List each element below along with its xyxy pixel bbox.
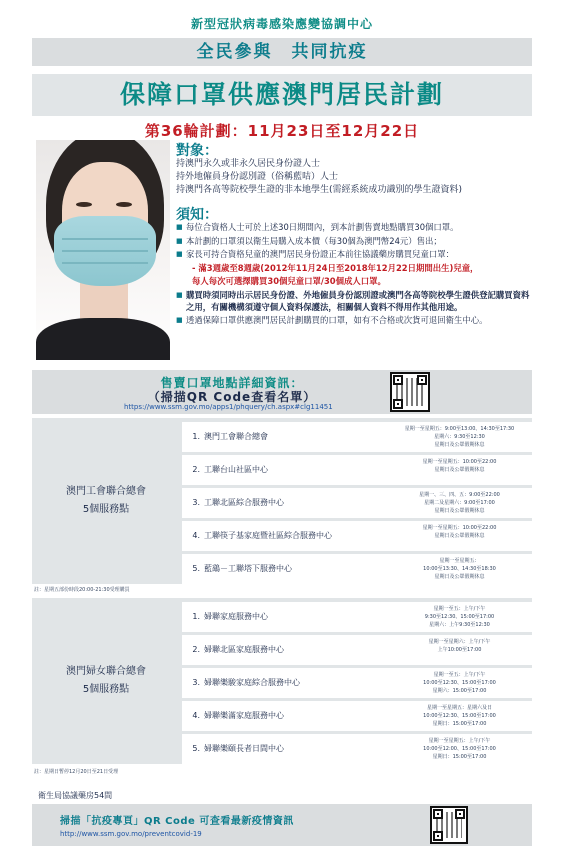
item-hours: 星期一至星期五：10:00至22:00 星期日及公眾假期休息 bbox=[422, 459, 497, 473]
shoulder-shape bbox=[36, 318, 170, 360]
outlets-link[interactable]: https://www.ssm.gov.mo/apps1/phquery/ch.aspx#clg11451 bbox=[124, 403, 333, 411]
group-footnote: 註：星期日暫停12月20日至21日受理 bbox=[34, 769, 119, 775]
notice-item: ■ 本計劃的口罩須以衛生局購入成本價（每30個為澳門幣24元）售出； bbox=[176, 236, 532, 248]
item-name: 婦聯樂滿家庭服務中心 bbox=[204, 711, 284, 720]
notice-list bbox=[176, 222, 532, 329]
target-line: 持外地僱員身份認別證（俗稱藍咭）人士 bbox=[176, 172, 339, 182]
group-title: 澳門工會聯合總會 bbox=[66, 486, 146, 497]
group-footnote: 註：星期五部份時段20:00-21:30受理購買 bbox=[34, 587, 130, 593]
item-name: 工聯筷子基家庭暨社區綜合服務中心 bbox=[204, 531, 332, 540]
surgical-mask-icon bbox=[54, 216, 156, 286]
notice-item: ■ 購買時須同時出示居民身份證、外地僱員身份認別證或澳門各高等院校學生證供登記購買資料之用，有關機構須遵守個人資料保護法，相關個人資料不得用作其他用途。 bbox=[176, 290, 532, 313]
item-hours: 星期一、三、四、五：9:00至22:00 星期二及星期六：9:00至17:00 星期日及公眾假期休息 bbox=[419, 492, 500, 514]
item-name: 澳門工會聯合總會 bbox=[204, 432, 268, 441]
item-hours: 星期一至星期五：上午/下午 10:00至12:00、15:00至17:00 星期日：15:00至17:00 bbox=[423, 738, 496, 760]
notice-subitem: 每人每次可選擇購買30個兒童口罩/30個成人口罩。 bbox=[192, 276, 386, 287]
notice-item: ■ 透過保障口罩供應澳門居民計劃購買的口罩，如有不合格或次貨可退回衛生中心。 bbox=[176, 315, 532, 327]
poster bbox=[32, 8, 532, 846]
target-heading: 對象： bbox=[176, 143, 218, 159]
item-name: 婦聯樂駿家庭綜合服務中心 bbox=[204, 678, 300, 687]
item-index: 1. bbox=[192, 612, 200, 621]
item-name: 婦聯北區家庭服務中心 bbox=[204, 645, 284, 654]
list-item bbox=[182, 455, 532, 485]
page-title: 保障口罩供應澳門居民計劃 bbox=[32, 74, 532, 116]
footer-banner bbox=[32, 804, 532, 846]
list-item bbox=[182, 701, 532, 731]
item-index: 5. bbox=[192, 564, 200, 573]
masked-woman-photo bbox=[36, 140, 170, 360]
list-item bbox=[182, 635, 532, 665]
item-index: 3. bbox=[192, 498, 200, 507]
item-hours: 星期一至星期五： 10:00至13:30、14:30至18:30 星期日及公眾假期休息 bbox=[423, 558, 496, 580]
list-item bbox=[182, 668, 532, 698]
list-item bbox=[182, 554, 532, 584]
left-eye bbox=[76, 202, 92, 207]
group-name bbox=[32, 418, 180, 584]
item-hours: 星期一至星期五：9:00至13:00、14:30至17:30 星期六：9:30至12:30 星期日及公眾假期休息 bbox=[404, 426, 515, 448]
item-name: 藍鷂－工聯塔下服務中心 bbox=[204, 564, 292, 573]
item-index: 5. bbox=[192, 744, 200, 753]
item-name: 婦聯家庭服務中心 bbox=[204, 612, 268, 621]
item-name: 工聯北區綜合服務中心 bbox=[204, 498, 284, 507]
item-index: 4. bbox=[192, 711, 200, 720]
item-hours: 星期一至五：上午/下午 9:30至12:30、15:00至17:00 星期六：上午9:30至12:30 bbox=[424, 606, 495, 628]
item-hours: 星期一至星期五：10:00至22:00 星期日及公眾假期休息 bbox=[422, 525, 497, 539]
group-title: 澳門婦女聯合總會 bbox=[66, 666, 146, 677]
item-name: 工聯台山社區中心 bbox=[204, 465, 268, 474]
item-hours: 星期一至五：上午/下午 10:00至12:30、15:00至17:00 星期六：15:00至17:00 bbox=[423, 672, 496, 694]
item-hours: 星期一至星期六：上午/下午 上午10:00至17:00 bbox=[428, 639, 491, 653]
item-index: 4. bbox=[192, 531, 200, 540]
target-line: 持澳門永久或非永久居民身份證人士 bbox=[176, 159, 321, 169]
round-dates: 第36輪計劃：11月23日至12月22日 bbox=[144, 122, 420, 140]
outlets-title: 售賣口罩地點詳細資訊： bbox=[160, 376, 304, 390]
notice-subitem: - 滿3週歲至8週歲(2012年11月24日至2018年12月22日期間出生)兒童， bbox=[192, 262, 479, 273]
list-item bbox=[182, 602, 532, 632]
outlets-header bbox=[32, 370, 532, 414]
right-eye bbox=[116, 202, 132, 207]
notice-item: ■ 每位合資格人士可於上述30日期間內，到本計劃售賣地點購買30個口罩。 bbox=[176, 222, 532, 234]
target-line: 持澳門各高等院校學生證的非本地學生(需經系統成功識別的學生證資料) bbox=[176, 185, 463, 195]
list-item bbox=[182, 734, 532, 764]
pharmacy-count: 衛生局協議藥房54間 bbox=[38, 791, 113, 800]
outlets-qr-code-icon[interactable] bbox=[390, 372, 430, 412]
target-list bbox=[176, 158, 532, 197]
footer-link[interactable]: http://www.ssm.gov.mo/preventcovid-19 bbox=[60, 830, 202, 838]
footer-text: 掃描「抗疫專頁」QR Code 可查看最新疫情資訊 bbox=[60, 816, 294, 827]
notice-item: ■ 家長可持合資格兒童的澳門居民身份證正本前往協議藥房購買兒童口罩： bbox=[176, 249, 532, 261]
outlets-subtitle: （掃描QR Code查看名單） bbox=[147, 390, 317, 404]
item-index: 1. bbox=[192, 432, 200, 441]
item-hours: 星期一至星期五：星期六及日 10:00至12:30、15:00至17:00 星期日：15:00至17:00 bbox=[423, 705, 496, 727]
item-index: 3. bbox=[192, 678, 200, 687]
union-group bbox=[32, 418, 532, 584]
list-item bbox=[182, 521, 532, 551]
group-count: 5個服務點 bbox=[82, 504, 130, 515]
group-count: 5個服務點 bbox=[82, 684, 130, 695]
list-item bbox=[182, 488, 532, 518]
group-name bbox=[32, 598, 180, 764]
org-name: 新型冠狀病毒感染應變協調中心 bbox=[190, 17, 373, 31]
women-group bbox=[32, 598, 532, 764]
item-index: 2. bbox=[192, 645, 200, 654]
item-name: 婦聯樂頤長者日間中心 bbox=[204, 744, 284, 753]
item-index: 2. bbox=[192, 465, 200, 474]
slogan-banner: 全民參與 共同抗疫 bbox=[32, 38, 532, 66]
footer-qr-code-icon[interactable] bbox=[430, 806, 468, 844]
notice-heading: 須知： bbox=[176, 207, 218, 223]
list-item bbox=[182, 422, 532, 452]
